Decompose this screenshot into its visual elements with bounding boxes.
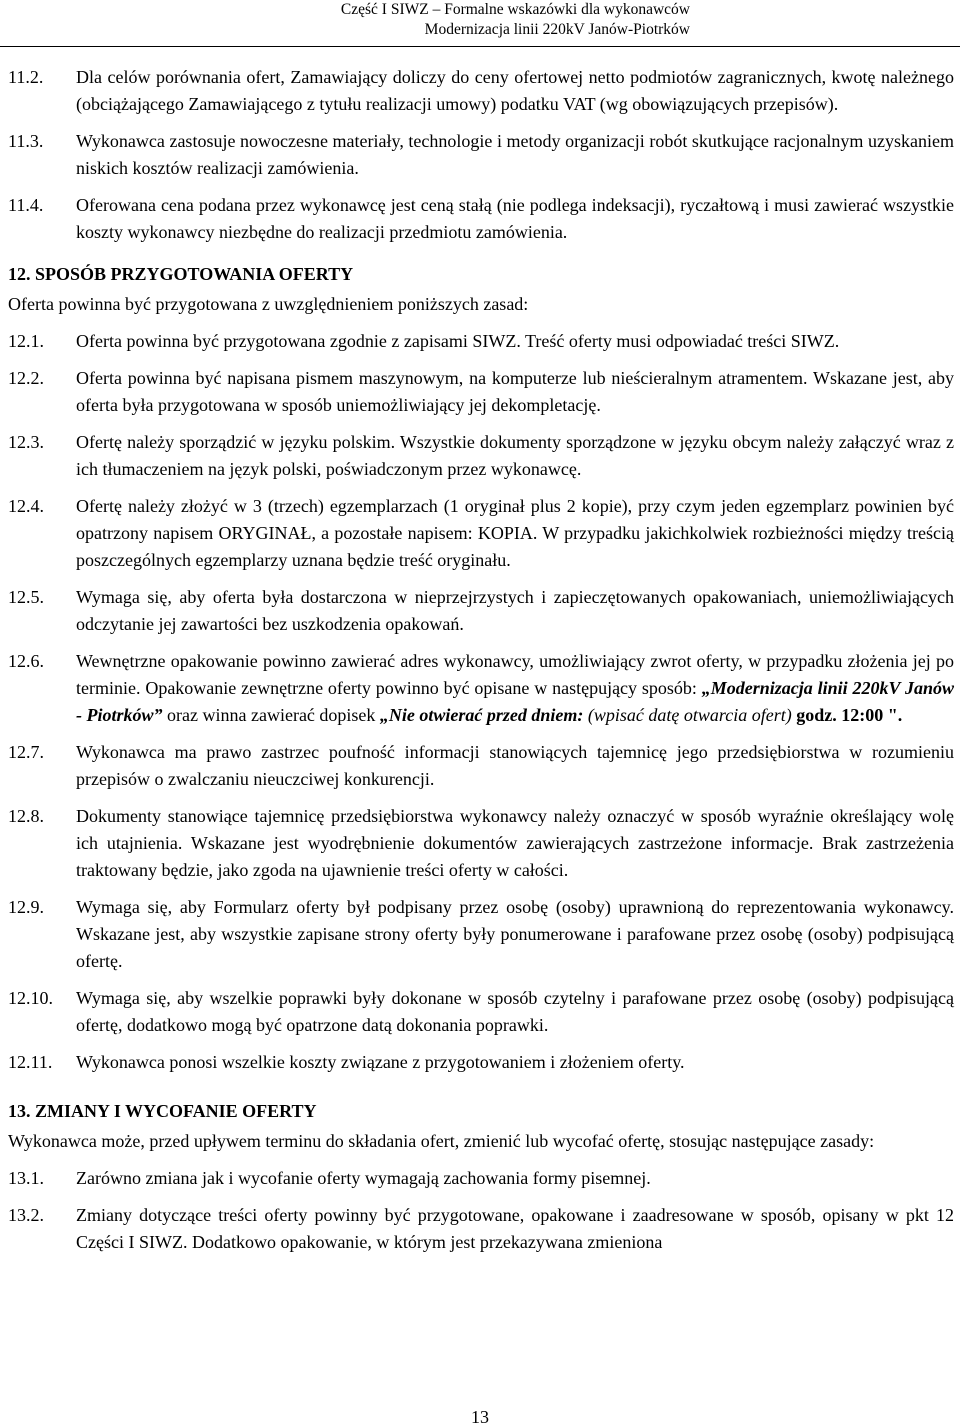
clause-number: 12.3. [8, 432, 44, 452]
clause-number: 11.2. [8, 67, 44, 87]
section-12-heading: 12. SPOSÓB PRZYGOTOWANIA OFERTY [8, 264, 354, 284]
clause-number: 12.10. [8, 988, 53, 1008]
clause-number: 13.1. [8, 1168, 44, 1188]
clause-12-2 [8, 365, 954, 419]
clause-12-3 [8, 429, 954, 483]
header-subtitle: Modernizacja linii 220kV Janów-Piotrków [424, 21, 690, 38]
clause-text [76, 648, 954, 729]
clause-text: Zmiany dotyczące treści oferty powinny być przygotowane, opakowane i zaadresowane w sposób, opisany w pkt 12 Części I SIWZ. Dodatkowo opakowanie, w którym jest przekazywana zmieniona [76, 1205, 954, 1252]
header-divider [0, 46, 960, 47]
section-12-intro: Oferta powinna być przygotowana z uwzględnieniem poniższych zasad: [8, 294, 529, 314]
clause-text: Wykonawca ponosi wszelkie koszty związane z przygotowaniem i złożeniem oferty. [76, 1052, 685, 1072]
page-header [0, 0, 960, 46]
clause-text: Dokumenty stanowiące tajemnicę przedsiębiorstwa wykonawcy należy oznaczyć w sposób wyraźnie określający wolę ich utajnienia. Wskazane jest wyodrębnienie dokumentów zawierających zastrzeżone informacje. Brak zastrzeżenia traktowany będzie, jako zgoda na ujawnienie treści oferty w całości. [76, 806, 954, 880]
clause-number: 12.1. [8, 331, 44, 351]
clause-text: Wykonawca zastosuje nowoczesne materiały, technologie i metody organizacji robót skutkujące racjonalnym uzyskaniem niskich kosztów realizacji zamówienia. [76, 131, 954, 178]
time-text: godz. 12:00 ". [791, 705, 903, 725]
clause-number: 12.8. [8, 806, 44, 826]
clause-text: Wymaga się, aby wszelkie poprawki były dokonane w sposób czytelny i parafowane przez osobę (osoby) podpisującą ofertę, dodatkowo mogą być opatrzone datą dokonania poprawki. [76, 988, 954, 1035]
clause-text-plain: Wewnętrzne opakowanie powinno zawierać adres wykonawcy, umożliwiający zwrot oferty, w przypadku złożenia jej po terminie. Opakowanie zewnętrzne oferty powinno być opisane w następujący sposób: [76, 651, 954, 698]
clause-13-1 [8, 1165, 954, 1192]
clause-text: Oferta powinna być przygotowana zgodnie z zapisami SIWZ. Treść oferty musi odpowiadać treści SIWZ. [76, 331, 840, 351]
clause-number: 12.5. [8, 587, 44, 607]
clause-text: Zarówno zmiana jak i wycofanie oferty wymagają zachowania formy pisemnej. [76, 1168, 651, 1188]
clause-number: 12.6. [8, 651, 44, 671]
envelope-label-text: „Modernizacja linii 220kV Janów - Piotrków” [76, 678, 954, 725]
clause-text: Wymaga się, aby Formularz oferty był podpisany przez osobę (osoby) uprawnioną do reprezentowania wykonawcy. Wskazane jest, aby wszystkie zapisane strony oferty były ponumerowane i parafowane przez osobę (osoby) podpisującą ofertę. [76, 897, 954, 971]
clause-text: Wymaga się, aby oferta była dostarczona w nieprzejrzystych i zapieczętowanych opakowaniach, uniemożliwiających odczytanie jej zawartości bez uszkodzenia opakowań. [76, 587, 954, 634]
clause-11-2 [8, 64, 954, 118]
clause-number: 13.2. [8, 1205, 44, 1225]
clause-text: Oferowana cena podana przez wykonawcę jest ceną stałą (nie podlega indeksacji), ryczałtową i musi zawierać wszystkie koszty wykonawcy niezbędne do realizacji przedmiotu zamówienia. [76, 195, 954, 242]
clause-12-10 [8, 985, 954, 1039]
clause-text: Oferta powinna być napisana pismem maszynowym, na komputerze lub nieścieralnym atramentem. Wskazane jest, aby oferta była przygotowana w sposób uniemożliwiający jej dekompletację. [76, 368, 954, 415]
clause-12-1 [8, 328, 954, 355]
clause-number: 11.4. [8, 195, 44, 215]
section-13-intro: Wykonawca może, przed upływem terminu do składania ofert, zmienić lub wycofać ofertę, stosując następujące zasady: [8, 1131, 875, 1151]
clause-text-plain: oraz winna zawierać dopisek [162, 705, 380, 725]
clause-12-6 [8, 648, 954, 729]
clause-text: Dla celów porównania ofert, Zamawiający doliczy do ceny ofertowej netto podmiotów zagranicznych, kwotę należnego (obciążającego Zamawiającego z tytułu realizacji umowy) podatku VAT (wg obowiązujących przepisów). [76, 67, 954, 114]
clause-number: 12.2. [8, 368, 44, 388]
clause-number: 12.11. [8, 1052, 53, 1072]
document-body [8, 64, 954, 1256]
do-not-open-text: „Nie otwierać przed dniem: [379, 705, 588, 725]
clause-number: 12.4. [8, 496, 44, 516]
clause-text: Wykonawca ma prawo zastrzec poufność informacji stanowiących tajemnicę jego przedsiębiorstwa w rozumieniu przepisów o zwalczaniu nieuczciwej konkurencji. [76, 742, 954, 789]
page-number: 13 [471, 1407, 489, 1427]
clause-number: 12.7. [8, 742, 44, 762]
header-title: Część I SIWZ – Formalne wskazówki dla wykonawców [340, 1, 690, 18]
clause-12-8 [8, 803, 954, 884]
clause-text: Ofertę należy sporządzić w języku polskim. Wszystkie dokumenty sporządzone w języku obcym należy załączyć wraz z ich tłumaczeniem na język polski, poświadczonym przez wykonawcę. [76, 432, 954, 479]
clause-number: 12.9. [8, 897, 44, 917]
clause-12-5 [8, 584, 954, 638]
clause-12-11 [8, 1049, 954, 1076]
clause-11-4 [8, 192, 954, 246]
clause-12-4 [8, 493, 954, 574]
clause-text: Ofertę należy złożyć w 3 (trzech) egzemplarzach (1 oryginał plus 2 kopie), przy czym jeden egzemplarz powinien być opatrzony napisem ORYGINAŁ, a pozostałe napisem: KOPIA. W przypadku jakichkolwiek rozbieżności między treścią poszczególnych egzemplarzy uznana będzie treść oryginału. [76, 496, 954, 570]
clause-number: 11.3. [8, 131, 44, 151]
clause-12-7 [8, 739, 954, 793]
date-hint-text: (wpisać datę otwarcia ofert) [587, 705, 792, 725]
clause-11-3 [8, 128, 954, 182]
clause-13-2 [8, 1202, 954, 1256]
clause-12-9 [8, 894, 954, 975]
section-13-heading: 13. ZMIANY I WYCOFANIE OFERTY [8, 1101, 317, 1121]
